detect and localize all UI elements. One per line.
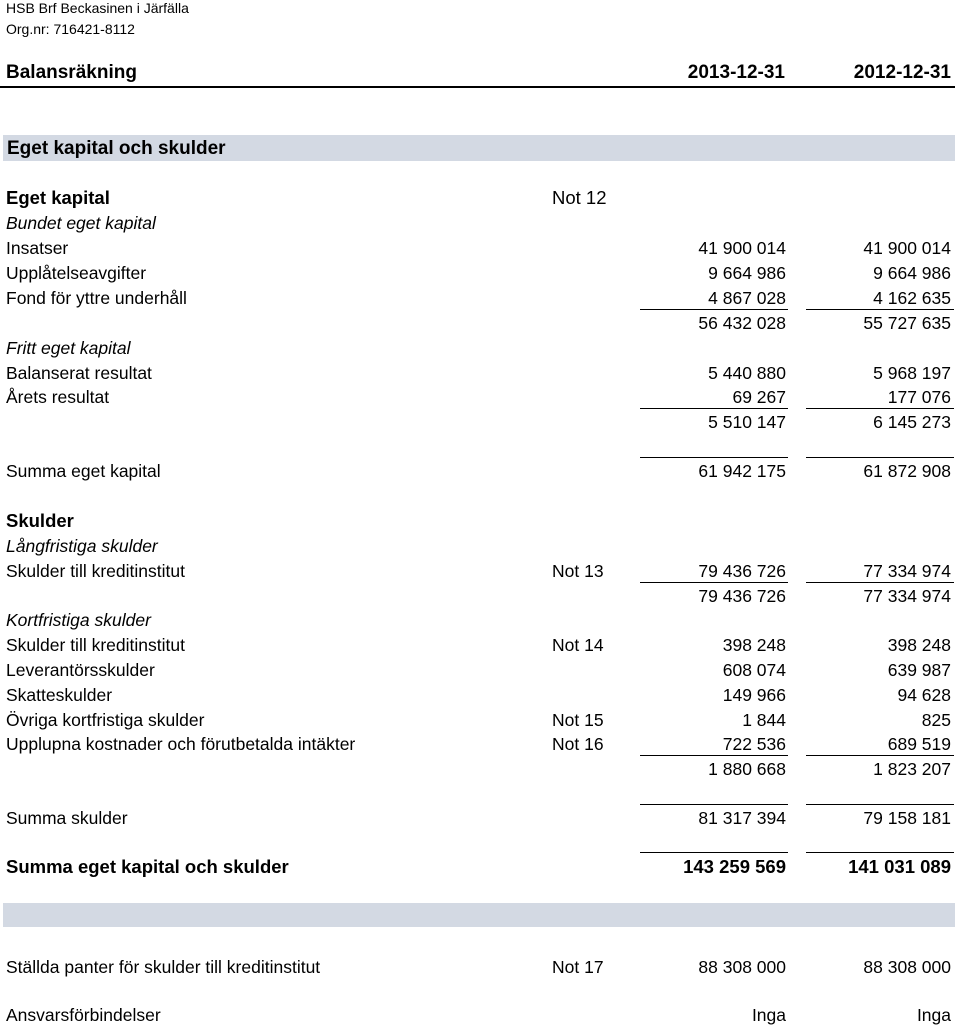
grand-total-row (0, 855, 960, 879)
value-2013: 5 510 147 (708, 412, 786, 432)
value-2012: 141 031 089 (848, 856, 951, 877)
value-2012: 94 628 (897, 685, 951, 705)
value-2012: 4 162 635 (873, 288, 951, 308)
table-row (0, 732, 960, 756)
value-2013: 143 259 569 (683, 856, 786, 877)
value-2013: 5 440 880 (708, 363, 786, 383)
divider-band (3, 903, 955, 927)
table-row (0, 385, 960, 409)
value-2013: 61 942 175 (698, 461, 786, 481)
row-label: Skulder till kreditinstitut (6, 635, 185, 655)
table-row (0, 336, 960, 360)
value-2012: 5 968 197 (873, 363, 951, 383)
value-2013: 79 436 726 (698, 561, 786, 581)
table-row (0, 955, 960, 979)
note-reference: Not 16 (552, 734, 604, 754)
organization-name: HSB Brf Beckasinen i Järfälla (6, 0, 189, 16)
table-row (0, 1003, 960, 1027)
column-header-2013: 2013-12-31 (687, 62, 785, 83)
table-row (0, 286, 960, 310)
table-row (0, 186, 960, 210)
total-rule (806, 457, 954, 458)
row-label: Summa eget kapital och skulder (6, 856, 289, 877)
value-2013: 149 966 (722, 685, 786, 705)
row-label: Leverantörsskulder (6, 660, 155, 680)
row-label: Eget kapital (6, 187, 110, 208)
value-2013: 81 317 394 (698, 808, 786, 828)
row-label: Balanserat resultat (6, 363, 152, 383)
row-label: Summa skulder (6, 808, 128, 828)
value-2013: 1 844 (742, 710, 786, 730)
value-2013: 398 248 (722, 635, 786, 655)
subtotal-rule (806, 582, 954, 583)
row-label: Insatser (6, 238, 69, 258)
note-reference: Not 12 (552, 187, 607, 208)
row-label: Upplupna kostnader och förutbetalda intäkter (6, 734, 356, 754)
total-rule (640, 457, 788, 458)
row-label: Skatteskulder (6, 685, 113, 705)
table-row (0, 211, 960, 235)
balance-sheet-title-bar (0, 60, 955, 88)
value-2012: 41 900 014 (863, 238, 951, 258)
table-row (0, 261, 960, 285)
section-title: Eget kapital och skulder (7, 138, 226, 159)
row-label: Fritt eget kapital (6, 338, 131, 358)
value-2013: 69 267 (732, 387, 786, 407)
value-2013: 9 664 986 (708, 263, 786, 283)
subtotal-row (0, 410, 960, 434)
value-2012: 88 308 000 (863, 957, 951, 977)
table-row (0, 361, 960, 385)
value-2012: 77 334 974 (863, 561, 951, 581)
value-2013: 1 880 668 (708, 759, 786, 779)
row-label: Bundet eget kapital (6, 213, 156, 233)
row-label: Ställda panter för skulder till kreditinstitut (6, 957, 321, 977)
subtotal-rule (806, 309, 954, 310)
total-rule (640, 804, 788, 805)
table-row (0, 534, 960, 558)
row-label: Skulder till kreditinstitut (6, 561, 185, 581)
note-reference: Not 17 (552, 957, 604, 977)
section-header-band (3, 135, 955, 161)
value-2012: 398 248 (887, 635, 951, 655)
subtotal-row (0, 757, 960, 781)
value-2012: 6 145 273 (873, 412, 951, 432)
organization-number: Org.nr: 716421-8112 (6, 21, 135, 37)
table-row (0, 509, 960, 533)
page-title: Balansräkning (6, 62, 137, 83)
subtotal-rule (640, 408, 788, 409)
table-row (0, 683, 960, 707)
row-label: Långfristiga skulder (6, 536, 158, 556)
subtotal-row (0, 311, 960, 335)
row-label: Ansvarsförbindelser (6, 1005, 161, 1025)
table-row (0, 559, 960, 583)
subtotal-rule (806, 755, 954, 756)
total-row (0, 459, 960, 483)
value-2012: 9 664 986 (873, 263, 951, 283)
subtotal-rule (640, 582, 788, 583)
note-reference: Not 15 (552, 710, 604, 730)
row-label: Övriga kortfristiga skulder (6, 710, 205, 730)
row-label: Summa eget kapital (6, 461, 161, 481)
table-row (0, 608, 960, 632)
value-2012: 825 (921, 710, 951, 730)
note-reference: Not 13 (552, 561, 604, 581)
value-2013: 608 074 (722, 660, 786, 680)
value-2013: 41 900 014 (698, 238, 786, 258)
note-reference: Not 14 (552, 635, 604, 655)
value-2012: 61 872 908 (863, 461, 951, 481)
value-2012: 1 823 207 (873, 759, 951, 779)
grand-total-rule (640, 852, 788, 853)
grand-total-rule (806, 852, 954, 853)
value-2013: 88 308 000 (698, 957, 786, 977)
total-rule (806, 804, 954, 805)
value-2013: 4 867 028 (708, 288, 786, 308)
table-row (0, 633, 960, 657)
row-label: Kortfristiga skulder (6, 610, 151, 630)
value-2013: 722 536 (722, 734, 786, 754)
total-row (0, 806, 960, 830)
value-2012: 689 519 (887, 734, 951, 754)
row-label: Fond för yttre underhåll (6, 288, 187, 308)
column-header-2012: 2012-12-31 (853, 62, 951, 83)
subtotal-rule (640, 309, 788, 310)
value-2013: 79 436 726 (698, 586, 786, 606)
value-2013: Inga (751, 1005, 786, 1025)
value-2012: 177 076 (887, 387, 951, 407)
value-2013: 56 432 028 (698, 313, 786, 333)
table-row (0, 708, 960, 732)
row-label: Skulder (6, 510, 74, 531)
value-2012: 55 727 635 (863, 313, 951, 333)
table-row (0, 658, 960, 682)
subtotal-row (0, 584, 960, 608)
table-row (0, 236, 960, 260)
value-2012: 79 158 181 (863, 808, 951, 828)
value-2012: 77 334 974 (863, 586, 951, 606)
subtotal-rule (806, 408, 954, 409)
row-label: Årets resultat (6, 387, 110, 407)
subtotal-rule (640, 755, 788, 756)
row-label: Upplåtelseavgifter (6, 263, 147, 283)
value-2012: 639 987 (887, 660, 951, 680)
value-2012: Inga (916, 1005, 951, 1025)
